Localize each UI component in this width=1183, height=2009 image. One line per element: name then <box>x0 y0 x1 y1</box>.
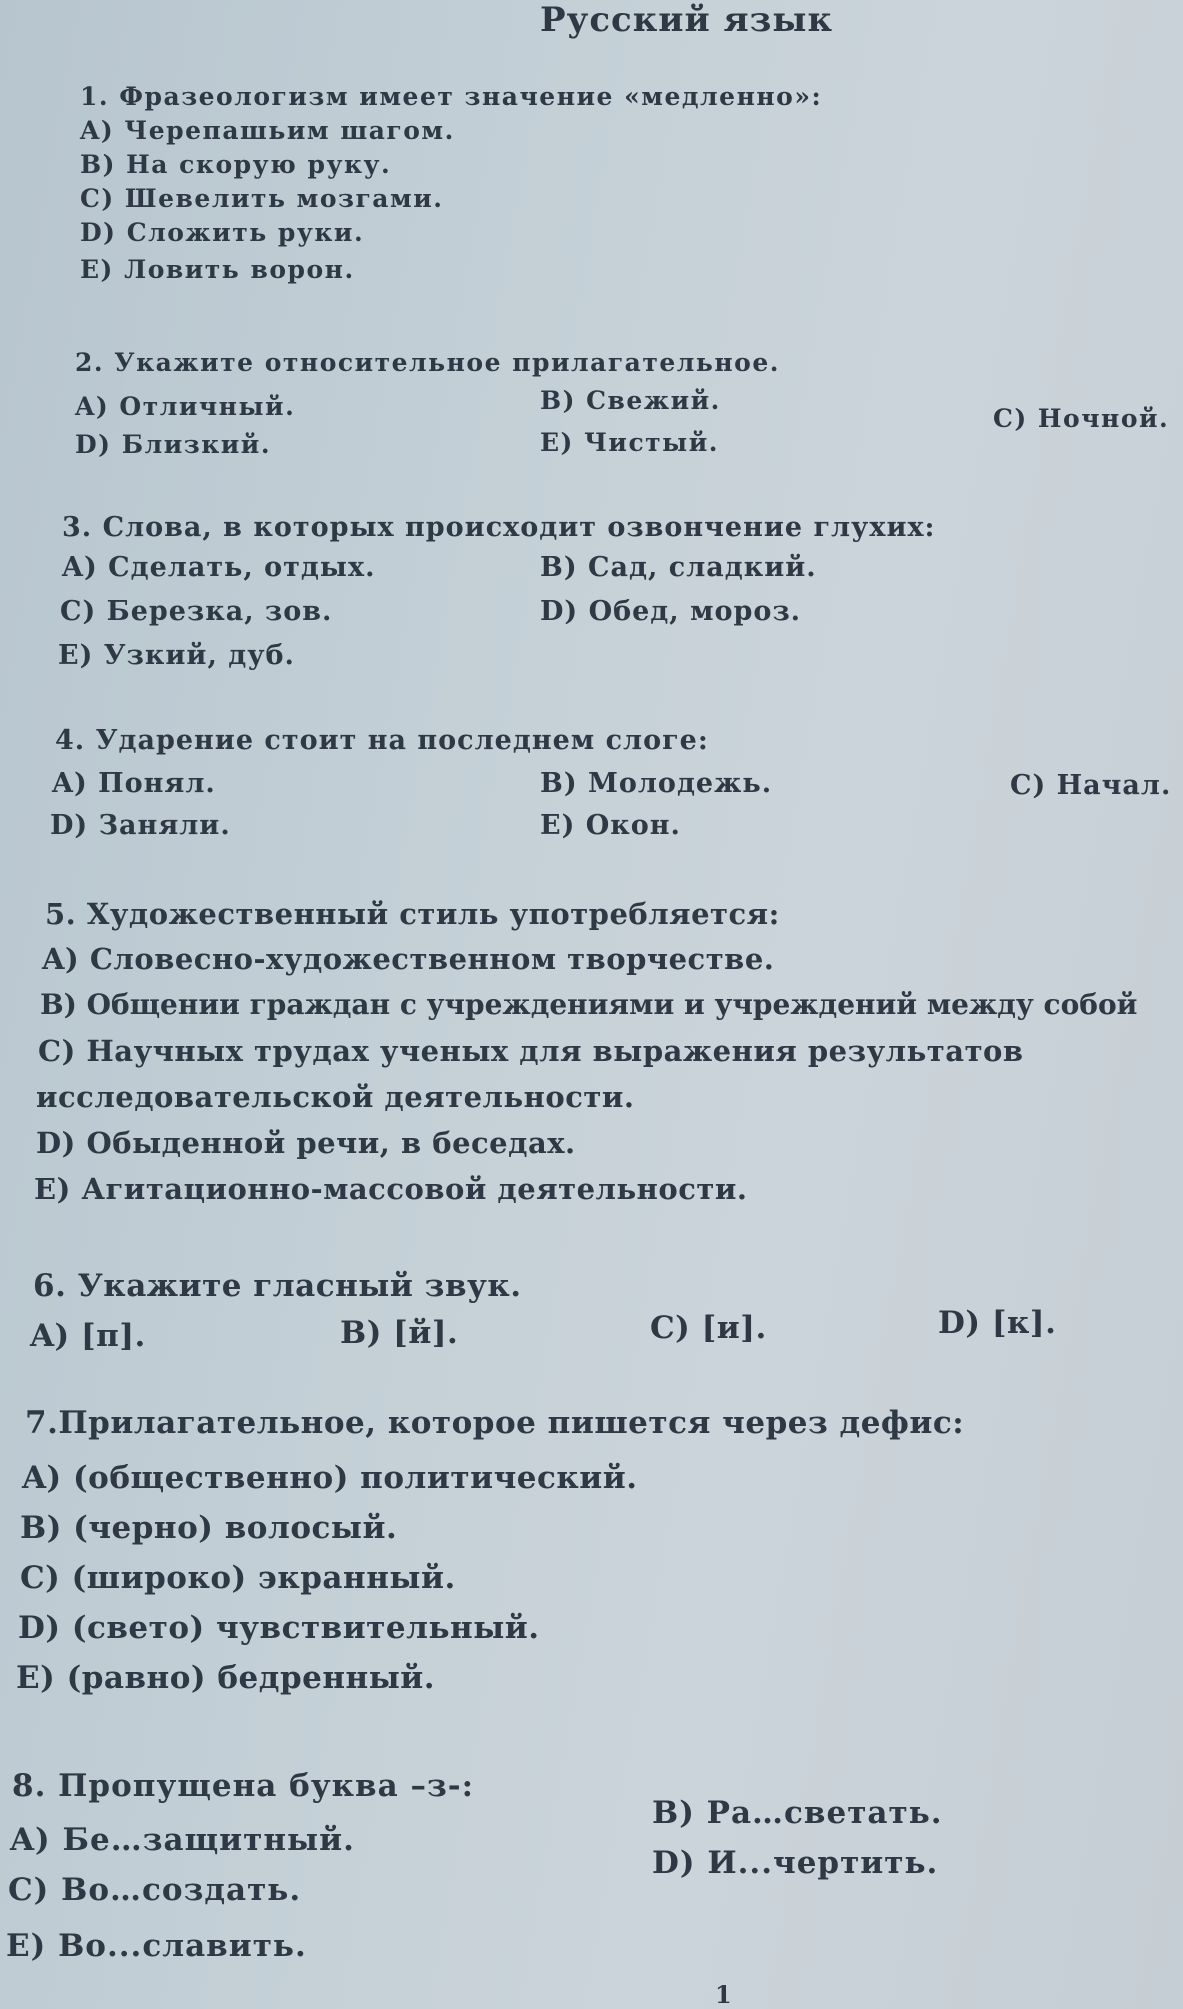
answer-option: D) Обыденной речи, в беседах. <box>36 1126 576 1160</box>
answer-option: E) Агитационно-массовой деятельности. <box>34 1172 748 1206</box>
answer-option: C) Научных трудах ученых для выражения результатов <box>38 1034 1024 1068</box>
answer-option: A) Сделать, отдых. <box>62 552 376 583</box>
answer-option: D) Заняли. <box>50 810 231 841</box>
question-stem: 8. Пропущена буква –з-: <box>12 1768 475 1804</box>
answer-option: B) На скорую руку. <box>80 150 392 179</box>
answer-option: D) И...чертить. <box>652 1845 939 1881</box>
answer-option: C) Во…создать. <box>8 1872 302 1908</box>
answer-option: E) Узкий, дуб. <box>58 640 295 671</box>
answer-option: B) [й]. <box>340 1315 459 1351</box>
answer-option: B) (черно) волосый. <box>20 1510 398 1546</box>
answer-option: E) Окон. <box>540 810 681 841</box>
question-stem: 6. Укажите гласный звук. <box>33 1268 522 1304</box>
answer-option: B) Свежий. <box>540 386 721 415</box>
page-number: 1 <box>715 1980 732 2009</box>
answer-option: C) (широко) экранный. <box>20 1560 456 1596</box>
answer-option: B) Ра…светать. <box>652 1795 943 1831</box>
answer-option: E) Ловить ворон. <box>80 255 355 284</box>
question-stem: 2. Укажите относительное прилагательное. <box>75 348 780 377</box>
answer-option: A) Словесно-художественном творчестве. <box>42 942 775 976</box>
answer-option: C) Начал. <box>1010 770 1172 801</box>
question-stem: 4. Ударение стоит на последнем слоге: <box>55 725 709 756</box>
answer-option: E) (равно) бедренный. <box>16 1660 436 1696</box>
answer-option: A) [п]. <box>30 1318 146 1354</box>
answer-option: C) Березка, зов. <box>60 596 333 627</box>
answer-option: D) Близкий. <box>75 430 272 459</box>
page-title: Русский язык <box>540 0 834 40</box>
answer-option: D) [к]. <box>938 1305 1057 1341</box>
answer-option: D) Сложить руки. <box>80 218 365 247</box>
answer-option: A) Бе…защитный. <box>10 1822 355 1858</box>
answer-option: E) Во...славить. <box>6 1928 307 1964</box>
answer-option: A) Отличный. <box>75 392 296 421</box>
answer-option: C) Ночной. <box>993 404 1170 433</box>
answer-option: A) (общественно) политический. <box>22 1460 638 1496</box>
answer-option: B) Сад, сладкий. <box>540 552 817 583</box>
answer-option: C) [и]. <box>650 1310 767 1346</box>
question-stem: 1. Фразеологизм имеет значение «медленно»: <box>80 82 823 111</box>
answer-option: B) Общении граждан с учреждениями и учреждений между собой <box>40 988 1138 1021</box>
answer-option: D) Обед, мороз. <box>540 596 802 627</box>
question-stem: 3. Слова, в которых происходит озвончение глухих: <box>62 512 936 543</box>
answer-option: A) Понял. <box>52 768 216 799</box>
answer-option: исследовательской деятельности. <box>36 1080 635 1114</box>
answer-option: D) (свето) чувствительный. <box>18 1610 540 1646</box>
question-stem: 5. Художественный стиль употребляется: <box>45 897 780 931</box>
answer-option: B) Молодежь. <box>540 768 773 799</box>
answer-option: E) Чистый. <box>540 428 719 457</box>
question-stem: 7.Прилагательное, которое пишется через дефис: <box>25 1405 965 1441</box>
answer-option: A) Черепашьим шагом. <box>80 116 455 145</box>
answer-option: C) Шевелить мозгами. <box>80 184 444 213</box>
